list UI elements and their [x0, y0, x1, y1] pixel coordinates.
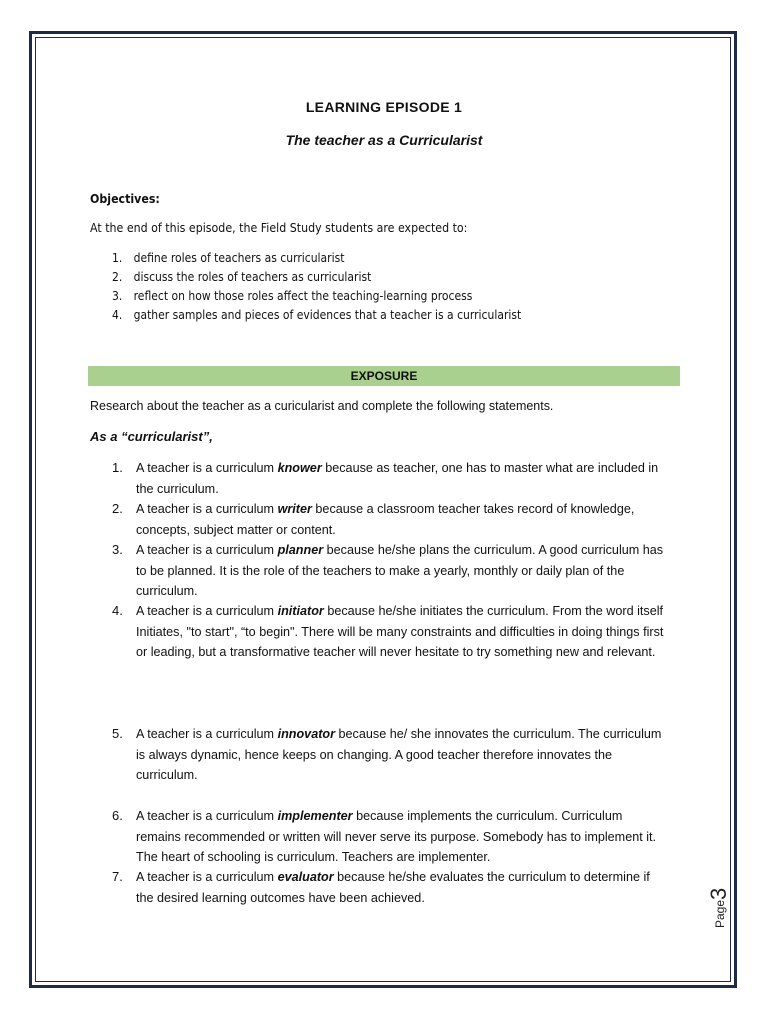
role-keyword: evaluator: [277, 869, 334, 884]
role-item: [112, 601, 680, 663]
role-text-lead: A teacher is a curriculum: [136, 460, 278, 475]
role-text-lead: A teacher is a curriculum: [136, 542, 278, 557]
role-number: 7.: [112, 869, 123, 884]
role-number: 3.: [112, 542, 123, 557]
objective-number: 4.: [112, 308, 123, 322]
role-item: [112, 806, 680, 868]
role-item: [112, 499, 680, 540]
exposure-instruction: Research about the teacher as a curicularist and complete the following statements.: [90, 398, 554, 413]
role-text-rest: because he/she evaluates the curriculum to determine if the desired learning outcomes have been achieved.: [136, 869, 650, 905]
exposure-section-header: EXPOSURE: [88, 366, 680, 386]
role-number: 1.: [112, 460, 123, 475]
role-text-rest: because he/she plans the curriculum. A good curriculum has to be planned. It is the role of the teachers to make a yearly, monthly or daily plan of the curriculum.: [136, 542, 664, 598]
role-number: 2.: [112, 501, 123, 516]
role-text-lead: A teacher is a curriculum: [136, 869, 278, 884]
objectives-intro: At the end of this episode, the Field Study students are expected to:: [90, 221, 468, 235]
role-text-rest: because he/ she innovates the curriculum. The curriculum is always dynamic, hence keeps on changing. A good teacher therefore innovates the curriculum.: [136, 726, 662, 782]
page-number: 3: [706, 887, 731, 900]
role-item: [112, 458, 680, 499]
role-text-lead: A teacher is a curriculum: [136, 726, 278, 741]
role-text: [136, 499, 664, 540]
role-keyword: innovator: [277, 726, 336, 741]
objective-item: [112, 287, 521, 306]
role-number: 6.: [112, 808, 123, 823]
objective-text: define roles of teachers as curricularist: [133, 251, 345, 265]
page-number-label: [706, 888, 732, 928]
document-subtitle: The teacher as a Curricularist: [285, 132, 483, 148]
role-text-rest: because as teacher, one has to master what are included in the curriculum.: [136, 460, 659, 496]
role-keyword: initiator: [277, 603, 324, 618]
role-item: [112, 867, 680, 908]
role-item: [112, 724, 680, 786]
role-number: 4.: [112, 603, 123, 618]
role-text-rest: because implements the curriculum. Curriculum remains recommended or written will never serve its purpose. Somebody has to implement it. The heart of schooling is curriculum. Teachers are implementer.: [136, 808, 657, 864]
objectives-heading: Objectives:: [90, 192, 160, 206]
role-text: [136, 724, 664, 786]
as-a-curricularist-label: As a “curricularist”,: [90, 429, 213, 444]
objectives-list: [112, 249, 567, 325]
objective-item: [112, 306, 521, 325]
role-text-rest: because a classroom teacher takes record of knowledge, concepts, subject matter or content.: [136, 501, 635, 537]
document-title: LEARNING EPISODE 1: [305, 99, 463, 115]
objective-number: 1.: [112, 251, 123, 265]
objective-number: 2.: [112, 270, 123, 284]
page-word: Page: [713, 899, 727, 928]
role-text-lead: A teacher is a curriculum: [136, 808, 278, 823]
role-text: [136, 806, 664, 868]
role-text-lead: A teacher is a curriculum: [136, 603, 278, 618]
role-text: [136, 867, 664, 908]
role-keyword: writer: [277, 501, 312, 516]
role-item: [112, 540, 680, 602]
objective-text: discuss the roles of teachers as curricularist: [133, 270, 372, 284]
objective-text: reflect on how those roles affect the teaching-learning process: [133, 289, 473, 303]
objective-text: gather samples and pieces of evidences that a teacher is a curricularist: [133, 308, 522, 322]
objective-item: [112, 268, 521, 287]
role-keyword: planner: [277, 542, 324, 557]
role-text-lead: A teacher is a curriculum: [136, 501, 278, 516]
role-text: [136, 601, 664, 663]
role-number: 5.: [112, 726, 123, 741]
role-text-rest: because he/she initiates the curriculum. From the word itself Initiates, "to start", “to begin". There will be many constraints and difficulties in doing things first or leading, but a transformative teacher will never hesitate to try something new and relevant.: [136, 603, 664, 659]
objective-number: 3.: [112, 289, 123, 303]
role-text: [136, 540, 664, 602]
role-keyword: implementer: [277, 808, 353, 823]
role-text: [136, 458, 664, 499]
objective-item: [112, 249, 521, 268]
role-keyword: knower: [277, 460, 322, 475]
